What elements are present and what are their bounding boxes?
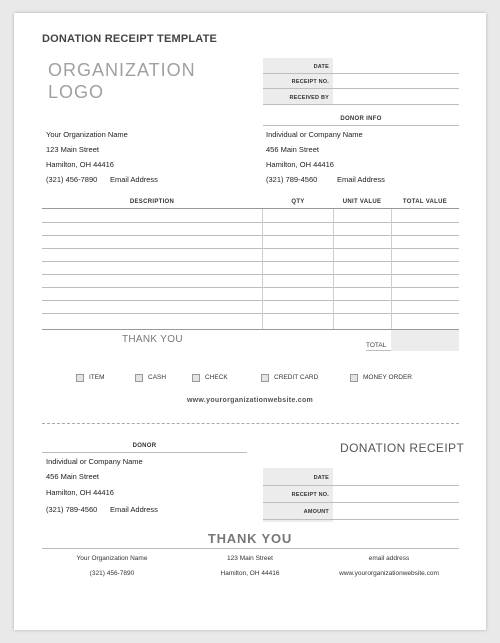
table-row-line xyxy=(42,261,459,262)
stub-amount-line xyxy=(263,519,459,520)
stub-amount-field[interactable] xyxy=(334,503,459,518)
table-column-divider xyxy=(391,209,392,329)
money-order-checkbox[interactable] xyxy=(350,374,358,382)
table-row-line xyxy=(42,222,459,223)
org-street: 123 Main Street xyxy=(46,145,99,154)
table-header-rule xyxy=(42,208,459,209)
item-checkbox[interactable] xyxy=(76,374,84,382)
date-label: DATE xyxy=(313,64,329,70)
donor-info-header: DONOR INFO xyxy=(340,116,382,122)
col-description: DESCRIPTION xyxy=(129,199,175,205)
stub-donor-divider xyxy=(42,452,247,453)
footer-org-name: Your Organization Name xyxy=(76,555,148,562)
stub-receipt-title: DONATION RECEIPT xyxy=(340,441,465,455)
stub-donor-street: 456 Main Street xyxy=(46,472,99,481)
donor-street: 456 Main Street xyxy=(266,145,319,154)
check-option-label: CHECK xyxy=(205,374,228,381)
stub-donor-header: DONOR xyxy=(132,443,157,449)
credit-card-option-label: CREDIT CARD xyxy=(274,374,319,381)
cash-option-label: CASH xyxy=(148,374,167,381)
table-row-line xyxy=(42,235,459,236)
org-name: Your Organization Name xyxy=(46,130,128,139)
table-row-line xyxy=(42,248,459,249)
footer-street: 123 Main Street xyxy=(227,555,273,562)
organization-logo xyxy=(48,59,196,103)
website-text: www.yourorganizationwebsite.com xyxy=(186,397,314,404)
footer-website: www.yourorganizationwebsite.com xyxy=(339,570,439,577)
credit-card-checkbox[interactable] xyxy=(261,374,269,382)
total-label-underline xyxy=(366,350,391,351)
col-unit-value: UNIT VALUE xyxy=(342,199,382,205)
donor-phone: (321) 789-4560 xyxy=(266,175,318,184)
org-phone: (321) 456-7890 xyxy=(46,175,98,184)
stub-date-field[interactable] xyxy=(334,469,459,484)
table-row-line xyxy=(42,313,459,314)
money-order-option-label: MONEY ORDER xyxy=(363,374,412,381)
total-label: TOTAL xyxy=(366,342,387,349)
received-by-field[interactable] xyxy=(334,89,459,103)
logo-line-2: LOGO xyxy=(48,82,105,102)
received-by-line xyxy=(263,104,459,105)
check-checkbox[interactable] xyxy=(192,374,200,382)
receipt-sheet xyxy=(14,13,486,630)
org-email: Email Address xyxy=(110,175,158,184)
stub-thank-you: THANK YOU xyxy=(207,531,293,546)
page-title: DONATION RECEIPT TEMPLATE xyxy=(42,33,218,45)
org-city: Hamilton, OH 44416 xyxy=(46,160,114,169)
receipt-no-field[interactable] xyxy=(334,74,459,87)
item-option-label: ITEM xyxy=(89,374,105,381)
received-by-label: RECEIVED BY xyxy=(289,95,329,101)
stub-receipt-no-field[interactable] xyxy=(334,486,459,501)
footer-city: Hamilton, OH 44416 xyxy=(220,570,280,577)
col-total-value: TOTAL VALUE xyxy=(402,199,448,205)
logo-line-1: ORGANIZATION xyxy=(48,60,196,80)
col-qty: QTY xyxy=(291,199,305,205)
stub-date-label: DATE xyxy=(313,475,329,481)
donor-info-divider xyxy=(263,125,459,126)
table-row-line xyxy=(42,287,459,288)
stub-amount-label: AMOUNT xyxy=(303,509,329,515)
donor-email: Email Address xyxy=(337,175,385,184)
donor-city: Hamilton, OH 44416 xyxy=(266,160,334,169)
table-column-divider xyxy=(262,209,263,329)
donor-name: Individual or Company Name xyxy=(266,130,363,139)
stub-receipt-no-label: RECEIPT NO. xyxy=(291,492,329,498)
stub-donor-phone: (321) 789-4560 xyxy=(46,505,98,514)
footer-email: email address xyxy=(368,555,410,562)
table-column-divider xyxy=(333,209,334,329)
stub-donor-name: Individual or Company Name xyxy=(46,457,143,466)
stub-donor-email: Email Address xyxy=(110,505,158,514)
thank-you-text: THANK YOU xyxy=(122,334,183,345)
footer-divider xyxy=(42,548,459,549)
total-value-field[interactable] xyxy=(391,330,459,351)
footer-phone: (321) 456-7890 xyxy=(89,570,135,577)
table-row-line xyxy=(42,300,459,301)
receipt-no-label: RECEIPT NO. xyxy=(291,79,329,85)
cut-line xyxy=(42,423,459,424)
cash-checkbox[interactable] xyxy=(135,374,143,382)
table-row-line xyxy=(42,274,459,275)
stub-donor-city: Hamilton, OH 44416 xyxy=(46,488,114,497)
date-field[interactable] xyxy=(334,59,459,72)
